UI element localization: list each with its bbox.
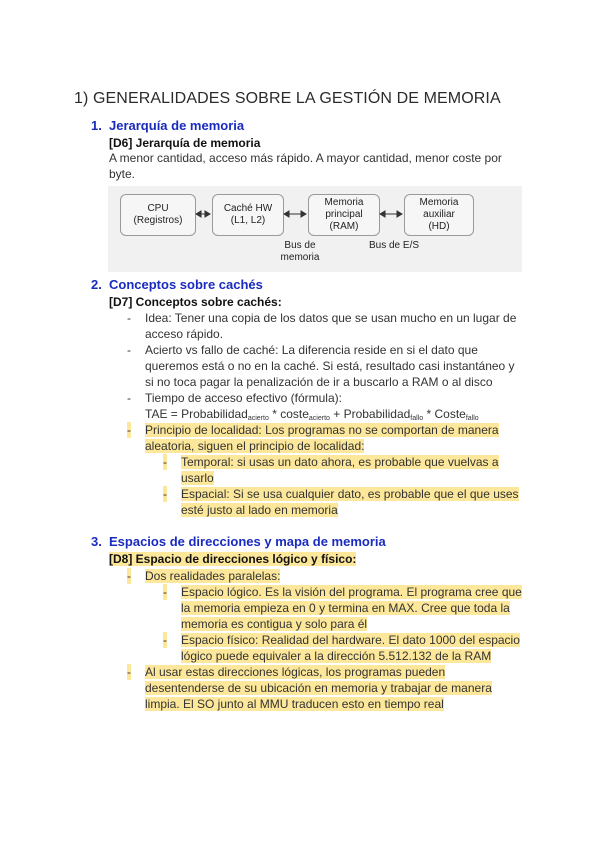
text-line: Acierto vs fallo de caché: La diferencia reside en si el dato que: [145, 343, 478, 357]
box-label: Caché HW: [223, 203, 273, 214]
slide-reference: [D6] Jerarquía de memoria: [109, 136, 261, 150]
bullet-dash: -: [127, 311, 131, 325]
section-title: Jerarquía de memoria: [109, 118, 245, 133]
box-label: (Registros): [133, 215, 183, 226]
page-title: 1) GENERALIDADES SOBRE LA GESTIÓN DE MEMORIA: [74, 90, 501, 107]
text-line: queremos está o no en la caché. Si está, resultado casi instantáneo y: [145, 359, 515, 373]
section-heading-1: [91, 118, 244, 133]
box-label: CPU: [147, 203, 169, 214]
box-label: (L1, L2): [230, 215, 266, 226]
section-number: 1.: [91, 118, 102, 133]
section-heading-2: [91, 277, 263, 292]
text-line: Tiempo de acceso efectivo (fórmula):: [145, 391, 342, 405]
bullet-dash: -: [127, 343, 131, 357]
text-line: Principio de localidad: Los programas no se comportan de manera: [145, 423, 499, 437]
formula-part: + Probabilidad: [329, 407, 411, 421]
arrow-head: [380, 211, 385, 217]
bullet-dash: -: [163, 585, 167, 599]
formula-subscript: fallo: [465, 415, 479, 422]
bullet-text: [181, 486, 527, 518]
section-heading-3: [91, 534, 386, 549]
paragraph-line: byte.: [109, 167, 136, 181]
bullet-dash: -: [163, 455, 167, 469]
text-line: aleatoria, siguen el principio de localidad:: [145, 439, 365, 453]
text-line: la memoria empieza en 0 y termina en MAX. Cree que toda la: [181, 601, 510, 615]
slide-reference: [D8] Espacio de direcciones lógico y físico:: [109, 552, 357, 566]
text-line: memoria es contigua y solo para él: [181, 617, 368, 631]
text-line: Espacial: Si se usa cualquier dato, es probable que el que uses: [181, 487, 519, 501]
formula-part: * coste: [268, 407, 309, 421]
box-label: principal: [325, 209, 363, 220]
text-line: esté justo al lado en memoria: [181, 503, 338, 517]
text-line: lógico puede equivaler a la dirección 5.512.132 de la RAM: [181, 649, 492, 663]
bullet-text: [145, 422, 525, 454]
arrow-head: [301, 211, 306, 217]
text-line: Idea: Tener una copia de los datos que se usan mucho en un lugar de: [145, 311, 517, 325]
arrow-head: [205, 211, 210, 217]
bullet-dash: -: [127, 391, 131, 405]
text-line: limpia. El SO junto al MMU traducen esto en tiempo real: [145, 697, 444, 711]
memory-hierarchy-diagram: [108, 186, 522, 272]
bullet-text: [145, 342, 525, 390]
text-line: si no toca pagar la penalización de ir a buscarlo a RAM o al disco: [145, 375, 493, 389]
arrow-head: [284, 211, 289, 217]
bullet-dash: -: [127, 665, 131, 679]
text-line: usarlo: [181, 471, 214, 485]
text-line: Dos realidades paralelas:: [145, 569, 281, 583]
bullet-dash: -: [163, 633, 167, 647]
bullet-text: [145, 664, 525, 712]
bus-io-label: Bus de E/S: [368, 240, 420, 251]
bullet-text: [145, 568, 525, 584]
caption-line: memoria: [280, 252, 320, 263]
text-line: Espacio lógico. Es la visión del programa. El programa cree que: [181, 585, 522, 599]
text-line: Espacio físico: Realidad del hardware. El dato 1000 del espacio: [181, 633, 520, 647]
section-title: Conceptos sobre cachés: [109, 277, 263, 292]
formula-part: * Coste: [423, 407, 466, 421]
text-line: acceso rápido.: [145, 327, 224, 341]
formula-part: TAE = Probabilidad: [145, 407, 248, 421]
box-label: auxiliar: [423, 209, 455, 220]
formula-subscript: fallo: [410, 415, 424, 422]
text-line: Al usar estas direcciones lógicas, los programas pueden: [145, 665, 446, 679]
text-line: desentenderse de su ubicación en memoria y trabajar de manera: [145, 681, 492, 695]
bullet-text: [145, 310, 525, 342]
box-label: (RAM): [329, 221, 359, 232]
bullet-dash: -: [127, 423, 131, 437]
box-label: (HD): [428, 221, 450, 232]
section-number: 3.: [91, 534, 102, 549]
formula-subscript: acierto: [247, 415, 269, 422]
bullet-text: [181, 454, 527, 486]
slide-reference: [D7] Conceptos sobre cachés:: [109, 295, 282, 309]
bullet-dash: -: [127, 569, 131, 583]
bullet-dash: -: [163, 487, 167, 501]
arrow-head: [196, 211, 201, 217]
arrow-head: [397, 211, 402, 217]
box-label: Memoria: [419, 197, 459, 208]
bullet-text: [181, 584, 527, 632]
section-title: Espacios de direcciones y mapa de memoria: [109, 534, 386, 549]
paragraph: [109, 150, 519, 182]
section-number: 2.: [91, 277, 102, 292]
caption-line: Bus de: [284, 240, 316, 251]
bus-memory-label: [278, 240, 322, 264]
bullet-text: [181, 632, 527, 664]
text-line: Temporal: si usas un dato ahora, es probable que vuelvas a: [181, 455, 499, 469]
paragraph-line: A menor cantidad, acceso más rápido. A mayor cantidad, menor coste por: [109, 151, 502, 165]
formula-subscript: acierto: [308, 415, 330, 422]
box-label: Memoria: [324, 197, 364, 208]
